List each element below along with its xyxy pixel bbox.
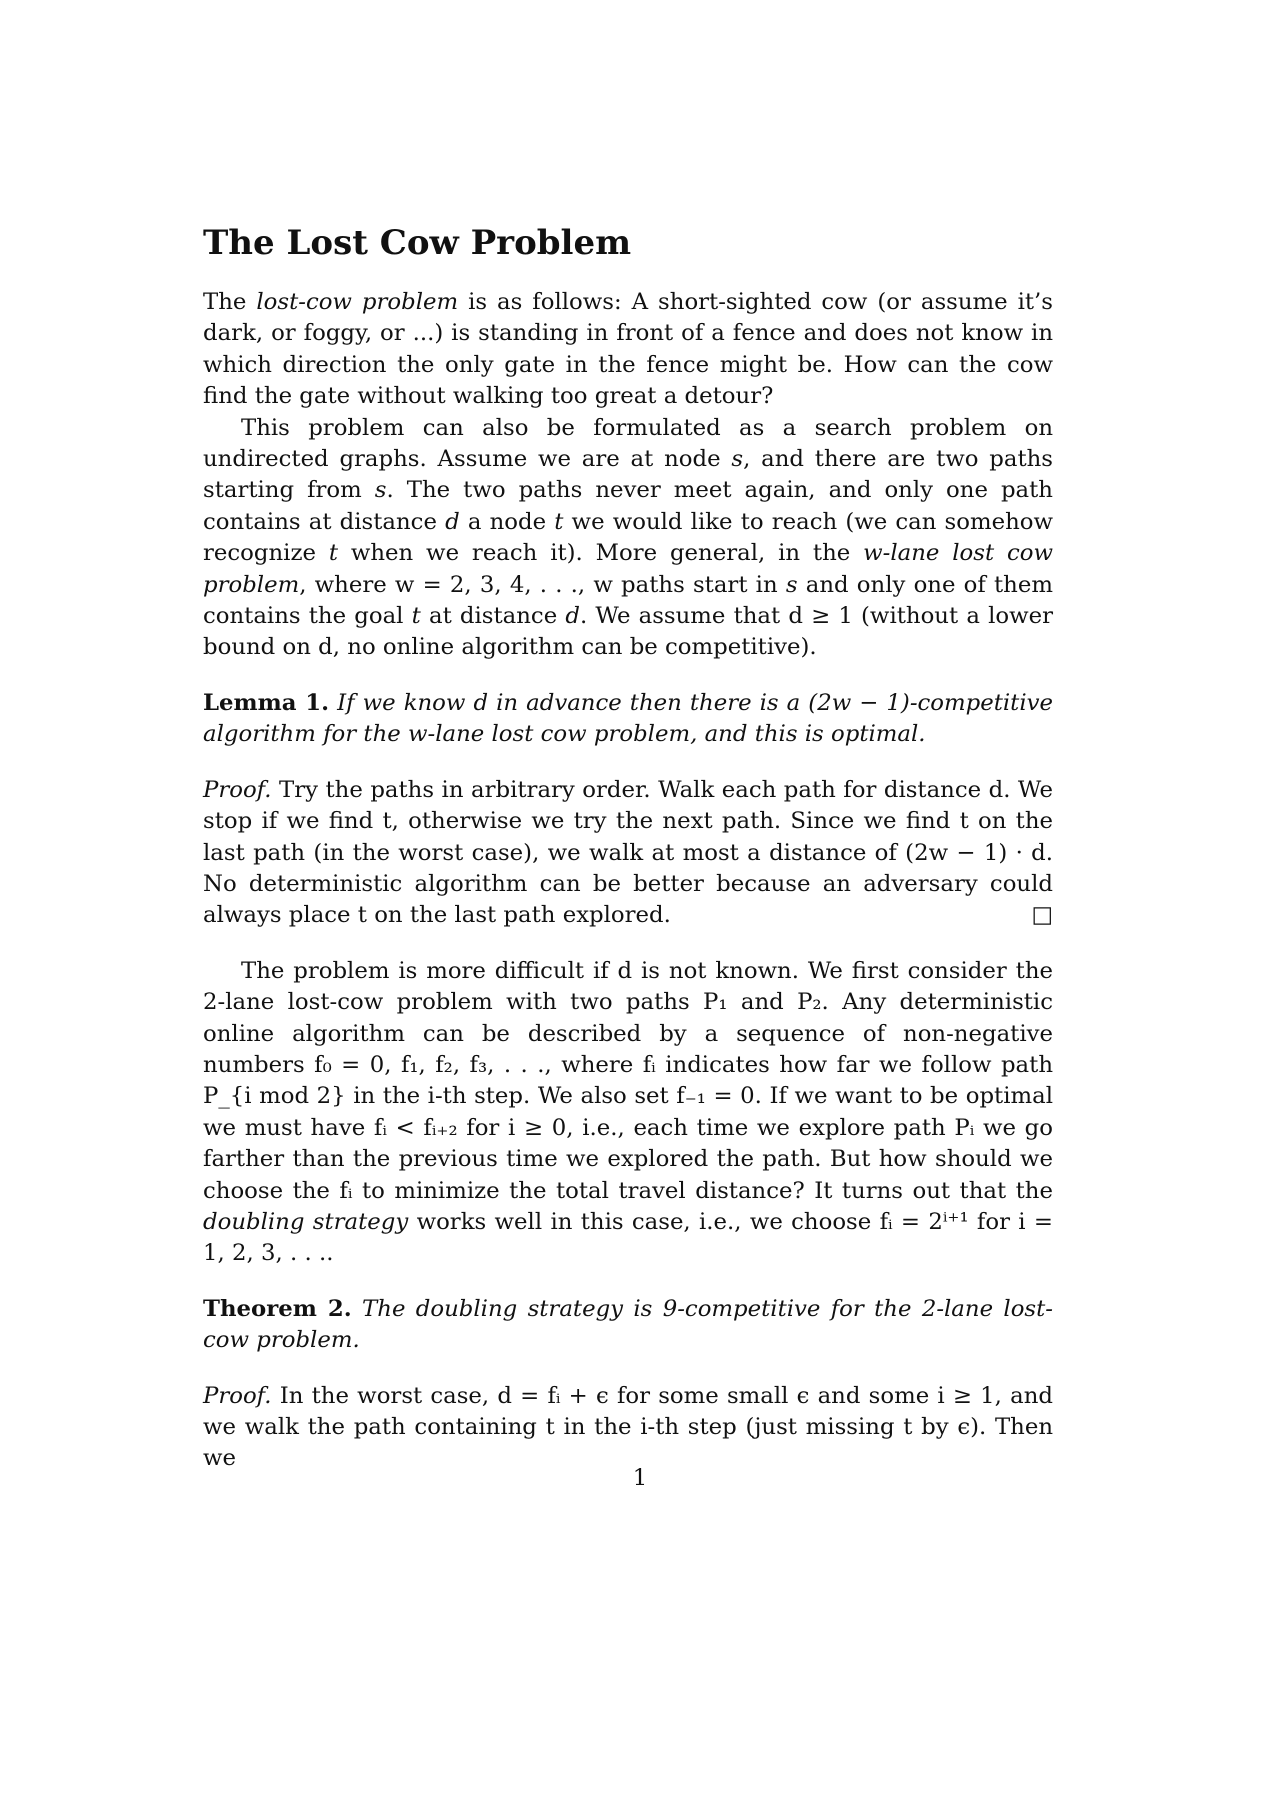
proof-theorem-2: [203, 1381, 1053, 1475]
theorem-2: [203, 1294, 1053, 1357]
lemma-label: Lemma 1.: [203, 689, 330, 716]
paragraph-unknown-distance: The problem is more difficult if d is not known. We first consider the 2-lane lost-cow problem with two paths P₁ and P₂. Any deterministic online algorithm can be described by a sequence of non-negative numbers f₀ = 0, f₁, f₂, f₃, . . ., where fᵢ indicates how far we follow path P_{i mod 2} in the i-th step. We also set f₋₁ = 0. If we want to be optimal we must have fᵢ < fᵢ₊₂ for i ≥ 0, i.e., each time we explore path Pᵢ we go farther than the previous time we explored the path. But how should we choose the fᵢ to minimize the total travel distance? It turns out that the doubling strategy works well in this case, i.e., we choose fᵢ = 2ⁱ⁺¹ for i = 1, 2, 3, . . ..: [203, 957, 1053, 1267]
proof-lemma-1: [203, 775, 1053, 932]
section-title: The Lost Cow Problem: [203, 223, 632, 263]
page-number: 1: [632, 1465, 648, 1491]
qed-symbol: □: [1031, 902, 1053, 929]
term-doubling-strategy: doubling strategy: [203, 1208, 409, 1235]
document-body: [203, 223, 1053, 1475]
theorem-label: Theorem 2.: [203, 1295, 352, 1322]
proof-label: Proof.: [203, 1382, 272, 1409]
theorem-statement: The doubling strategy is 9-competitive for the 2-lane lost-cow problem.: [203, 1295, 1053, 1354]
lemma-statement: If we know d in advance then there is a (2w − 1)-competitive algorithm for the w-lane lost cow problem, and this is optimal.: [203, 689, 1053, 748]
term-w-lane-problem: w-lane lost cow problem: [203, 540, 1053, 598]
paragraph-intro: The lost-cow problem is as follows: A short-sighted cow (or assume it’s dark, or foggy, or ...) is standing in front of a fence and does not know in which direction the only gate in the fence might be. How can the cow find the gate without walking too great a detour?: [203, 289, 1053, 410]
proof-text: Try the paths in arbitrary order. Walk each path for distance d. We stop if we find t, otherwise we try the next path. Since we find t on the last path (in the worst case), we walk at most a distance of (2w − 1) · d. No deterministic algorithm can be better because an adversary could always place t on the last path explored.: [203, 776, 1053, 929]
paragraph-graph-formulation: This problem can also be formulated as a search problem on undirected graphs. Assume we are at node s, and there are two paths starting from s. The two paths never meet again, and only one path contains at distance d a node t we would like to reach (we can somehow recognize t when we reach it). More general, in the w-lane lost cow problem, where w = 2, 3, 4, . . ., w paths start in s and only one of them contains the goal t at distance d. We assume that d ≥ 1 (without a lower bound on d, no online algorithm can be competitive).: [203, 414, 1054, 661]
proof-label: Proof.: [203, 776, 272, 803]
proof-text: In the worst case, d = fᵢ + ϵ for some small ϵ and some i ≥ 1, and we walk the path containing t in the i-th step (just missing t by ϵ). Then we: [203, 1382, 1053, 1472]
lemma-1: [203, 688, 1053, 751]
term-lost-cow-problem: lost-cow problem: [256, 289, 459, 315]
